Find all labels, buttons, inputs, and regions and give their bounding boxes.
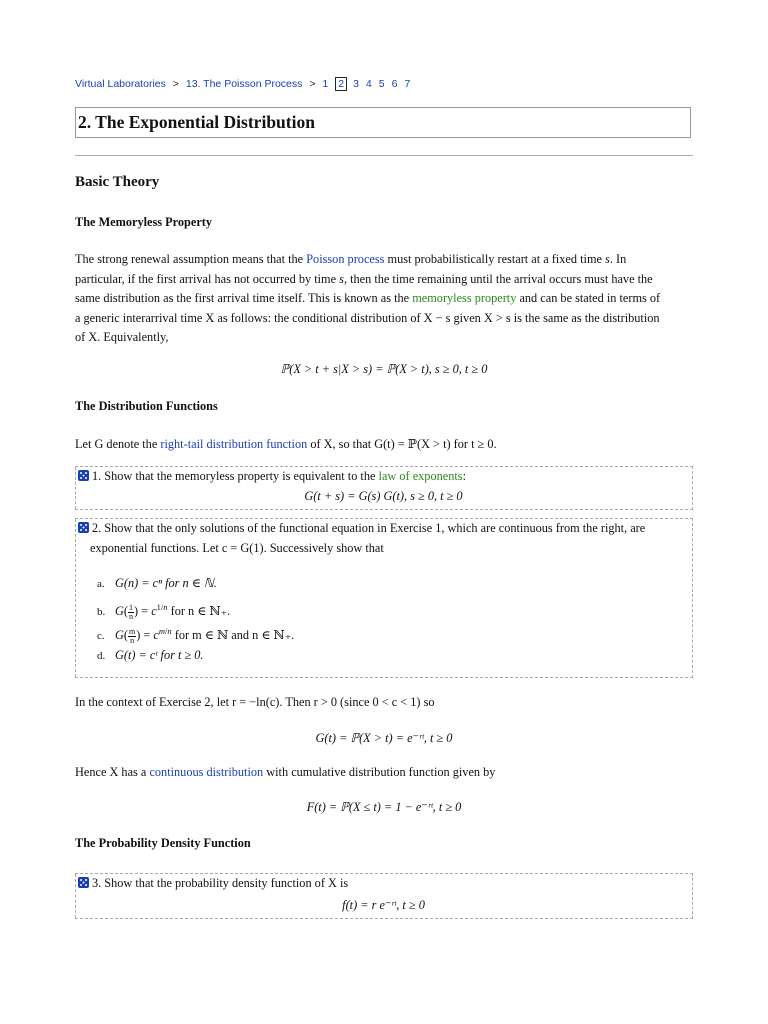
exercise-1: 1. Show that the memoryless property is equivalent to the law of exponents: G(t + s) = G(s) G(t), s ≥ 0, t ≥ 0 <box>75 466 693 510</box>
breadcrumb-chapter-link[interactable]: 13. The Poisson Process <box>185 78 303 90</box>
section-heading-basic-theory: Basic Theory <box>75 174 160 190</box>
poisson-process-link[interactable]: Poisson process <box>306 252 385 266</box>
divider <box>75 155 693 156</box>
exercise-3: 3. Show that the probability density function of X is f(t) = r e⁻ʳᵗ, t ≥ 0 <box>75 873 693 919</box>
heading-memoryless: The Memoryless Property <box>75 215 213 229</box>
breadcrumb-root-link[interactable]: Virtual Laboratories <box>75 78 166 90</box>
dice-icon[interactable] <box>78 877 89 888</box>
heading-pdf: The Probability Density Function <box>75 836 251 850</box>
page-link-3[interactable]: 3 <box>353 78 359 90</box>
paragraph-right-tail: Let G denote the right-tail distribution function of X, so that G(t) = ℙ(X > t) for t ≥ 0. <box>75 437 497 451</box>
equation-memoryless: ℙ(X > t + s|X > s) = ℙ(X > t), s ≥ 0, t ≥ 0 <box>280 362 488 376</box>
continuous-distribution-link[interactable]: continuous distribution <box>149 765 264 779</box>
law-of-exponents-term: law of exponents <box>378 469 463 483</box>
equation-cdf: F(t) = ℙ(X ≤ t) = 1 − e⁻ʳᵗ, t ≥ 0 <box>306 800 462 814</box>
page-link-5[interactable]: 5 <box>378 78 385 90</box>
list-item: d. G(t) = cᵗ for t ≥ 0. <box>97 648 204 662</box>
list-item: c. G( $\frac{m}{n}$ ) = $c^{m/n}$ for m ∈ ℕ and n ∈ ℕ₊. <box>97 626 295 645</box>
memoryless-property-term: memoryless property <box>412 291 517 306</box>
right-tail-distribution-link[interactable]: right-tail distribution function <box>160 437 308 451</box>
exercise-2: 2. Show that the only solutions of the functional equation in Exercise 1, which are continuous from the right, are exponential functions. Let c = G(1). Successively show that a. G(n) = cⁿ for n ∈ ℕ. b. G( $\frac{1}{n}$ ) = $c^{1/n}$ for n ∈ ℕ₊. c. G( $\frac{m}{n}$ ) = $c^{m/n}$ for m ∈ ℕ and n ∈ ℕ₊. d. G(t) = cᵗ for t ≥ 0. <box>75 518 693 678</box>
page-link-current: 2 <box>335 77 347 91</box>
page-link-6[interactable]: 6 <box>391 78 398 90</box>
heading-distribution-functions: The Distribution Functions <box>75 399 218 413</box>
dice-icon[interactable] <box>78 470 89 481</box>
paragraph-context: In the context of Exercise 2, let r = −ln(c). Then r > 0 (since 0 < c < 1) so <box>75 695 435 709</box>
equation-law-of-exponents: G(t + s) = G(s) G(t), s ≥ 0, t ≥ 0 <box>304 489 463 503</box>
exercise-2-steps <box>97 573 294 669</box>
paragraph-memoryless: The strong renewal assumption means that the Poisson process must probabilistically restart at a fixed time s. In particular, if the first arrival has not occurred by time s, then the time remaining until the arrival occurs must have the same distribution as the first arrival time itself. This is known as the memoryless property and can be stated in terms of a generic interarrival time X as follows: the conditional distribution of X − s given X > s is the same as the distribution of X. Equivalently, <box>75 252 661 345</box>
list-item: b. G( $\frac{1}{n}$ ) = $c^{1/n}$ for n ∈ ℕ₊. <box>97 602 231 621</box>
paragraph-continuous: Hence X has a continuous distribution with cumulative distribution function given by <box>75 765 496 779</box>
page-title-box <box>75 107 691 138</box>
page-link-1[interactable]: 1 <box>322 78 329 90</box>
page-link-7[interactable]: 7 <box>404 78 411 90</box>
equation-pdf: f(t) = r e⁻ʳᵗ, t ≥ 0 <box>342 898 425 912</box>
page-title: 2. The Exponential Distribution <box>78 112 315 132</box>
equation-survival: G(t) = ℙ(X > t) = e⁻ʳᵗ, t ≥ 0 <box>315 731 453 745</box>
list-item: a. G(n) = cⁿ for n ∈ ℕ. <box>97 576 217 590</box>
dice-icon[interactable] <box>78 522 89 533</box>
breadcrumb: Virtual Laboratories > 13. The Poisson Process > 1 2 3 4 5 6 7 <box>75 78 411 90</box>
page-link-4[interactable]: 4 <box>365 78 372 90</box>
